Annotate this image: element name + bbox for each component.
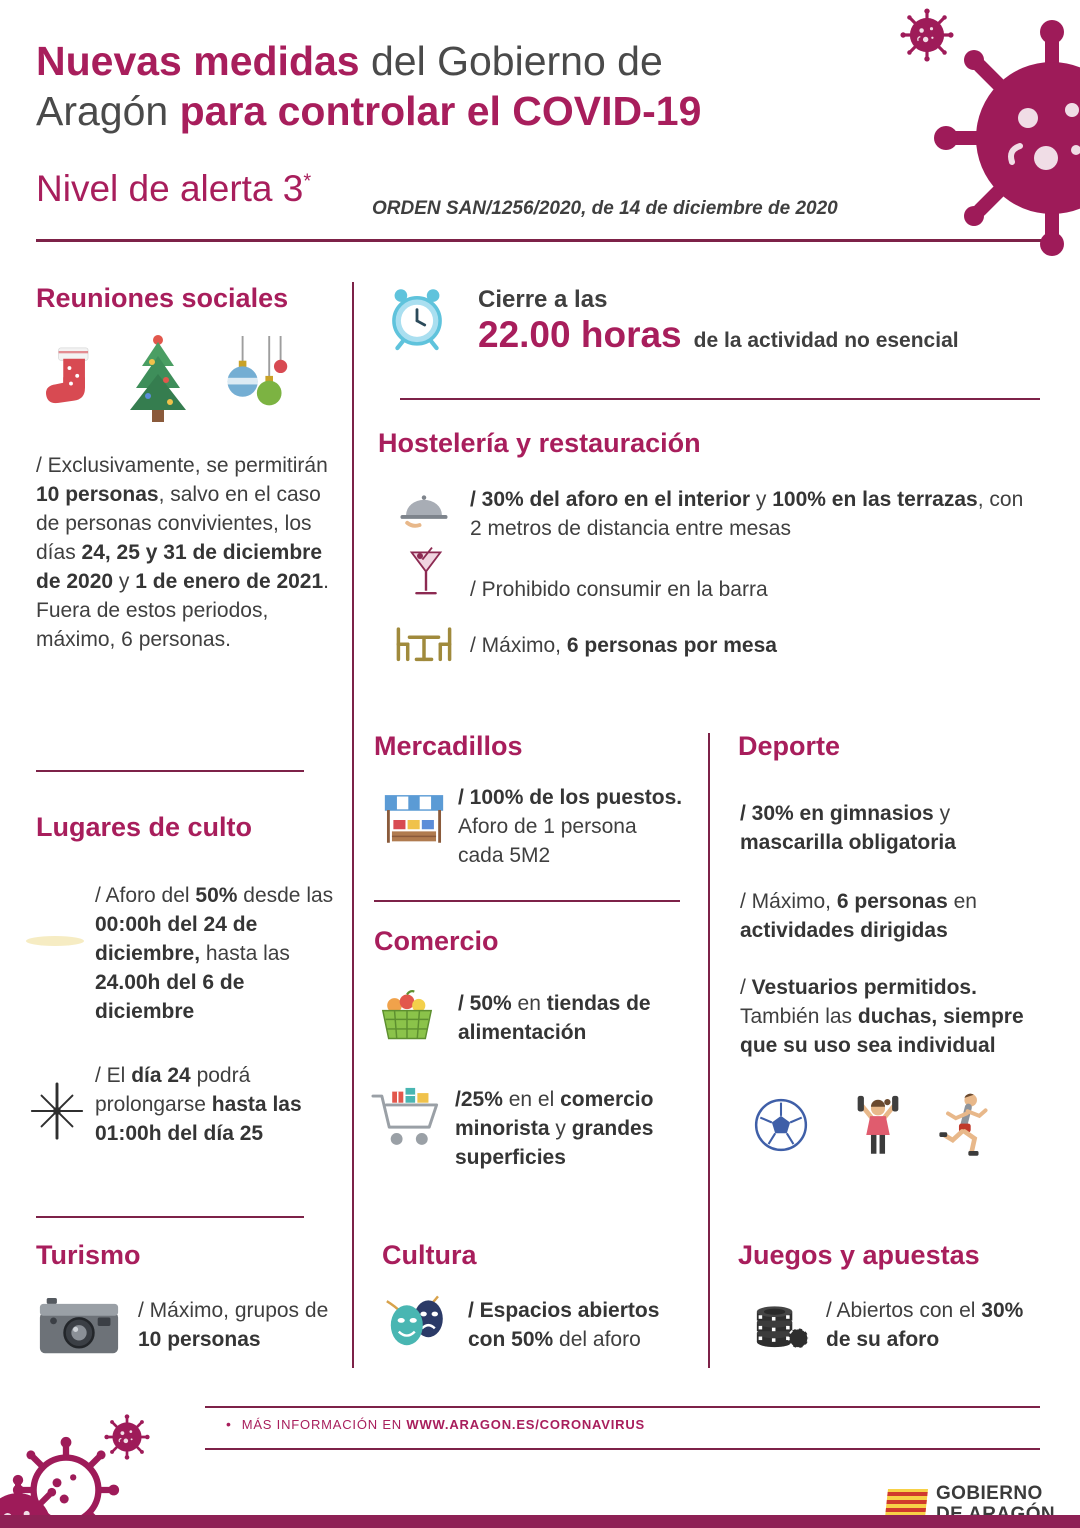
deporte-item-3 [740, 974, 1045, 1061]
text-segment: y [113, 569, 136, 593]
text-segment: 10 personas [36, 482, 159, 506]
section-divider [36, 770, 304, 772]
text-segment: También las [740, 1004, 858, 1028]
text-segment: Aforo de 1 persona cada 5M2 [458, 814, 637, 867]
closure-prefix: Cierre a las [478, 286, 608, 313]
culto-item-1 [95, 882, 335, 1027]
text-segment: Vestuarios permitidos. [751, 976, 977, 999]
sparkle-icon [28, 1082, 86, 1140]
text-segment: día 24 [131, 1064, 191, 1087]
virus-icon [104, 1414, 150, 1460]
text-segment: / 30% en gimnasios [740, 802, 934, 825]
cultura-item [468, 1297, 698, 1355]
text-segment: tiendas de alimentación [458, 992, 651, 1044]
reuniones-paragraph [36, 452, 338, 655]
section-divider [374, 900, 680, 902]
text-segment: actividades dirigidas [740, 918, 948, 942]
mercadillos-item [458, 784, 683, 871]
text-segment: mascarilla obligatoria [740, 830, 956, 854]
section-title-deporte: Deporte [738, 731, 841, 761]
text-segment: / El [95, 1064, 132, 1087]
text-segment: hasta las 01:00h del día 25 [95, 1092, 302, 1145]
hosteleria-item-2 [470, 576, 1035, 605]
section-title-comercio: Comercio [374, 926, 499, 956]
poker-chips-icon [748, 1294, 810, 1356]
text-segment: 24, 25 y 31 de diciembre de 2020 [36, 540, 323, 593]
text-segment: / 30% del aforo en el interior [470, 488, 751, 511]
text-segment: / Exclusivamente, se permitirán [36, 454, 328, 477]
shopping-cart-icon [370, 1082, 444, 1156]
christmas-stocking-icon [40, 336, 102, 428]
theater-masks-icon [382, 1292, 454, 1352]
text-segment: / 50% [458, 992, 512, 1015]
text-segment: y [549, 1116, 572, 1140]
text-segment: del Gobierno de [359, 38, 663, 84]
coronavirus-info-link[interactable]: WWW.ARAGON.ES/CORONAVIRUS [406, 1417, 646, 1432]
text-segment: en el [502, 1088, 561, 1111]
text-segment: , con 2 metros de distancia entre mesas [470, 488, 1024, 540]
text-segment: podrá prolongarse [95, 1064, 251, 1116]
turismo-item [138, 1297, 338, 1355]
closure-time: 22.00 horas [478, 314, 682, 355]
text-segment: para controlar el COVID-19 [179, 88, 702, 135]
text-segment: desde las [237, 884, 334, 907]
footer-rule-top [205, 1406, 1040, 1408]
footer-rule-bottom [205, 1448, 1040, 1450]
juegos-item [826, 1297, 1026, 1355]
section-title-cultura: Cultura [382, 1240, 477, 1270]
text-segment: en [511, 992, 547, 1015]
column-divider [352, 282, 354, 1368]
text-segment: 10 personas [138, 1327, 261, 1351]
text-segment: / Máximo, grupos de [138, 1299, 329, 1322]
text-segment: hasta las [200, 941, 290, 965]
closure-suffix: de la actividad no esencial [693, 329, 959, 352]
text-segment: comercio minorista [455, 1088, 654, 1140]
text-segment: / Máximo, [470, 634, 567, 657]
deporte-item-2 [740, 888, 1030, 946]
market-stall-icon [382, 790, 446, 850]
baubles-icon [214, 336, 294, 431]
section-divider [400, 398, 1040, 400]
text-segment: y [933, 802, 951, 825]
bullet-icon: • [226, 1416, 232, 1432]
section-divider [36, 1216, 304, 1218]
text-segment: / Espacios abiertos con 50% [468, 1299, 660, 1351]
cocktail-icon [408, 545, 444, 603]
cloche-icon [396, 488, 452, 533]
text-segment: Nuevas medidas [36, 38, 360, 84]
page-title [36, 36, 916, 136]
header-rule [36, 239, 1044, 242]
section-title-turismo: Turismo [36, 1240, 141, 1270]
text-segment: 6 personas [836, 890, 948, 913]
text-segment: Aragón [36, 88, 180, 135]
comercio-item-2 [455, 1086, 700, 1173]
section-title-juegos: Juegos y apuestas [738, 1240, 980, 1270]
text-segment: Nivel de alerta 3 [36, 168, 304, 209]
candles-icon [26, 936, 84, 946]
alert-level [36, 168, 311, 210]
column-divider [708, 733, 710, 1368]
text-segment: / Aforo del [95, 884, 196, 907]
text-segment: / 100% de los puestos. [458, 786, 683, 809]
text-segment: 6 personas por mesa [566, 634, 777, 657]
runner-icon [938, 1090, 994, 1162]
christmas-tree-icon [118, 330, 198, 430]
text-segment: MÁS INFORMACIÓN EN [241, 1417, 407, 1432]
text-segment: , salvo en el caso de personas convivientes, los días [36, 482, 321, 564]
alarm-clock-icon [382, 282, 452, 354]
virus-icon [932, 18, 1080, 258]
table-chairs-icon [392, 625, 456, 667]
hosteleria-item-1 [470, 486, 1035, 544]
text-segment: 50% [195, 884, 238, 907]
hosteleria-item-3 [470, 632, 1035, 661]
section-title-culto: Lugares de culto [36, 812, 253, 842]
text-segment: 24.00h del 6 de diciembre [95, 970, 245, 1023]
text-segment: 00:00h del 24 de diciembre, [95, 912, 258, 965]
soccer-ball-icon [752, 1096, 810, 1154]
text-segment: /25% [455, 1088, 503, 1111]
section-title-hosteleria: Hostelería y restauración [378, 428, 701, 458]
text-segment: . Fuera de estos periodos, máximo, 6 personas. [36, 569, 330, 651]
section-title-reuniones: Reuniones sociales [36, 283, 289, 313]
order-reference: ORDEN SAN/1256/2020, de 14 de diciembre de 2020 [372, 198, 838, 219]
closure-time-line [478, 314, 959, 356]
text-segment: del aforo [553, 1327, 641, 1351]
deporte-item-1 [740, 800, 1030, 858]
text-segment: 1 de enero de 2021 [135, 569, 324, 593]
text-segment: 30% de su aforo [826, 1299, 1024, 1351]
text-segment: / Prohibido consumir en la barra [470, 578, 768, 601]
text-segment: grandes superficies [455, 1116, 654, 1169]
comercio-item-1 [458, 990, 693, 1048]
text-segment: / Máximo, [740, 890, 837, 913]
text-segment: / [740, 976, 752, 999]
text-segment: duchas, siempre que su uso sea individual [740, 1004, 1024, 1057]
bottom-color-bar [0, 1515, 1080, 1528]
weightlifter-icon [846, 1088, 910, 1160]
culto-item-2 [95, 1062, 333, 1149]
food-basket-icon [374, 984, 440, 1046]
text-segment: en [947, 890, 977, 913]
text-segment: GOBIERNO [936, 1483, 1043, 1504]
footer-info [226, 1416, 645, 1432]
text-segment: y [750, 488, 773, 511]
text-segment: 100% en las terrazas [772, 488, 978, 511]
text-segment: / Abiertos con el [826, 1299, 982, 1322]
asterisk-note: * [303, 170, 312, 193]
section-title-mercadillos: Mercadillos [374, 731, 523, 761]
camera-icon [36, 1292, 122, 1360]
